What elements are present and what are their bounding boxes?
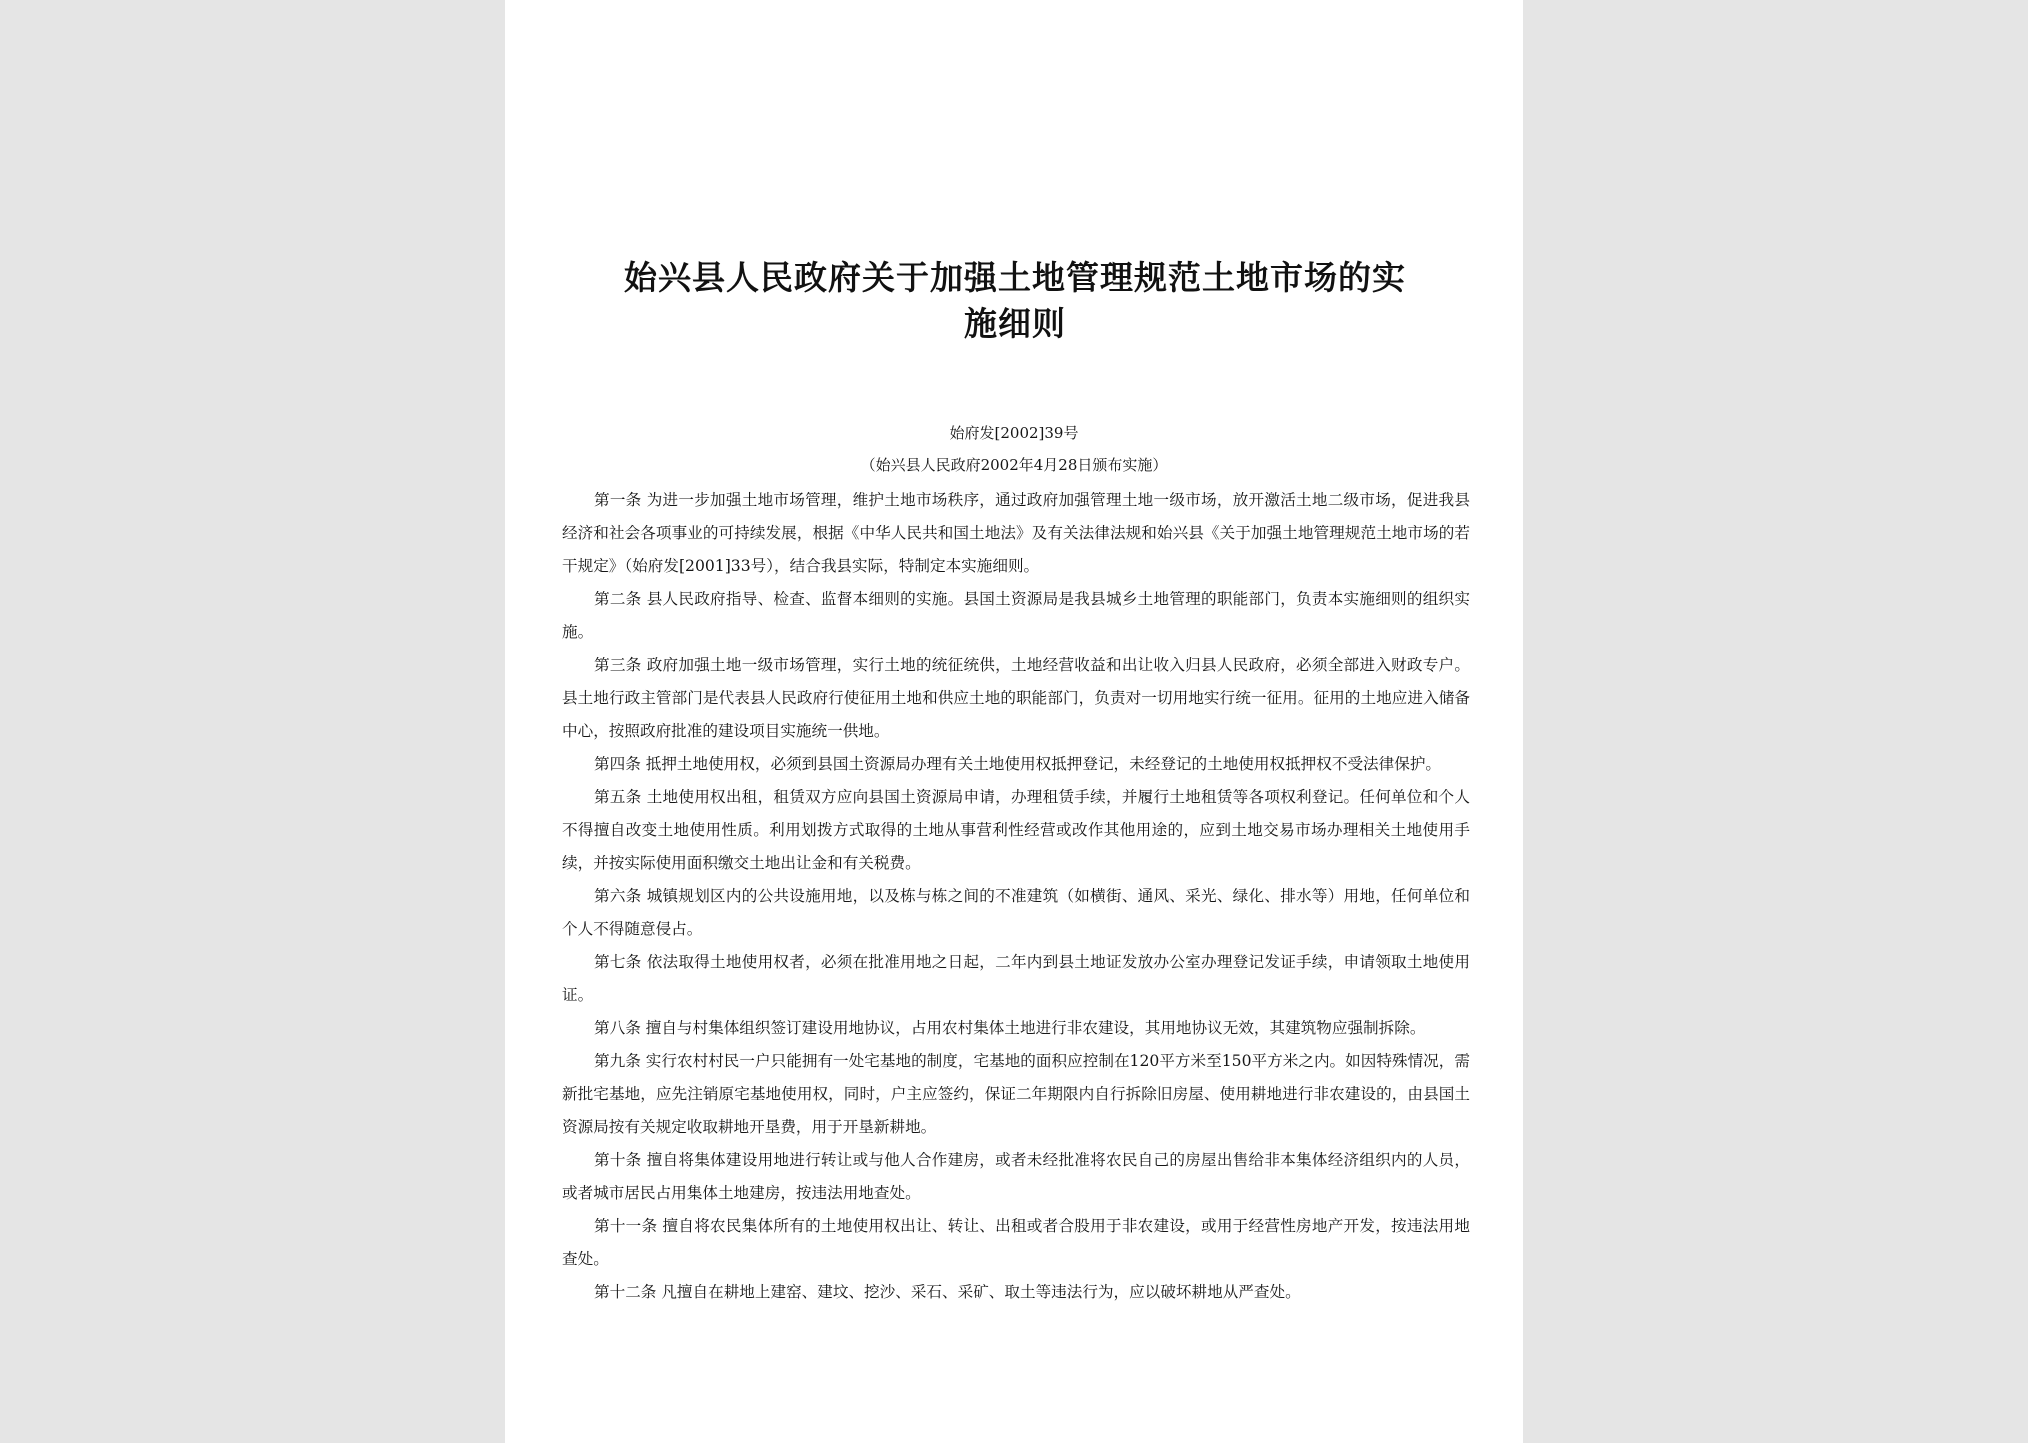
article-10: 第十条 擅自将集体建设用地进行转让或与他人合作建房，或者未经批准将农民自己的房屋出售给非本集体经济组织内的人员，或者城市居民占用集体土地建房，按违法用地查处。 [562, 1151, 1470, 1202]
document-title-line-1: 始兴县人民政府关于加强土地管理规范土地市场的实 [624, 258, 1406, 297]
article-8: 第八条 擅自与村集体组织签订建设用地协议，占用农村集体土地进行非农建设，其用地协议无效，其建筑物应强制拆除。 [594, 1019, 1426, 1037]
article-11: 第十一条 擅自将农民集体所有的土地使用权出让、转让、出租或者合股用于非农建设，或用于经营性房地产开发，按违法用地查处。 [562, 1217, 1470, 1268]
article-3: 第三条 政府加强土地一级市场管理，实行土地的统征统供，土地经营收益和出让收入归县人民政府，必须全部进入财政专户。县土地行政主管部门是代表县人民政府行使征用土地和供应土地的职能部门，负责对一切用地实行统一征用。征用的土地应进入储备中心，按照政府批准的建设项目实施统一供地。 [562, 656, 1470, 740]
document-body [562, 484, 1470, 1309]
article-12: 第十二条 凡擅自在耕地上建窑、建坟、挖沙、采石、采矿、取土等违法行为，应以破坏耕地从严查处。 [594, 1283, 1301, 1301]
article-4: 第四条 抵押土地使用权，必须到县国土资源局办理有关土地使用权抵押登记，未经登记的土地使用权抵押权不受法律保护。 [594, 755, 1442, 773]
document-title-line-2: 施细则 [964, 304, 1066, 343]
article-2: 第二条 县人民政府指导、检查、监督本细则的实施。县国土资源局是我县城乡土地管理的职能部门，负责本实施细则的组织实施。 [562, 590, 1470, 641]
article-9: 第九条 实行农村村民一户只能拥有一处宅基地的制度，宅基地的面积应控制在120平方米至150平方米之内。如因特殊情况，需新批宅基地，应先注销原宅基地使用权，同时，户主应签约，保证二年期限内自行拆除旧房屋、使用耕地进行非农建设的，由县国土资源局按有关规定收取耕地开垦费，用于开垦新耕地。 [562, 1052, 1470, 1136]
article-6: 第六条 城镇规划区内的公共设施用地，以及栋与栋之间的不准建筑（如横街、通风、采光、绿化、排水等）用地，任何单位和个人不得随意侵占。 [562, 887, 1470, 938]
article-5: 第五条 土地使用权出租，租赁双方应向县国土资源局申请，办理租赁手续，并履行土地租赁等各项权利登记。任何单位和个人不得擅自改变土地使用性质。利用划拨方式取得的土地从事营利性经营或改作其他用途的，应到土地交易市场办理相关土地使用手续，并按实际使用面积缴交土地出让金和有关税费。 [562, 788, 1470, 872]
article-1: 第一条 为进一步加强土地市场管理，维护土地市场秩序，通过政府加强管理土地一级市场，放开激活土地二级市场，促进我县经济和社会各项事业的可持续发展，根据《中华人民共和国土地法》及有关法律法规和始兴县《关于加强土地管理规范土地市场的若干规定》（始府发[2001]33号），结合我县实际，特制定本实施细则。 [562, 491, 1470, 575]
issue-note: （始兴县人民政府2002年4月28日颁布实施） [860, 456, 1168, 474]
article-7: 第七条 依法取得土地使用权者，必须在批准用地之日起，二年内到县土地证发放办公室办理登记发证手续，申请领取土地使用证。 [562, 953, 1470, 1004]
document-title [595, 255, 1435, 347]
document-number: 始府发[2002]39号 [949, 424, 1079, 442]
document-page [505, 0, 1523, 1443]
